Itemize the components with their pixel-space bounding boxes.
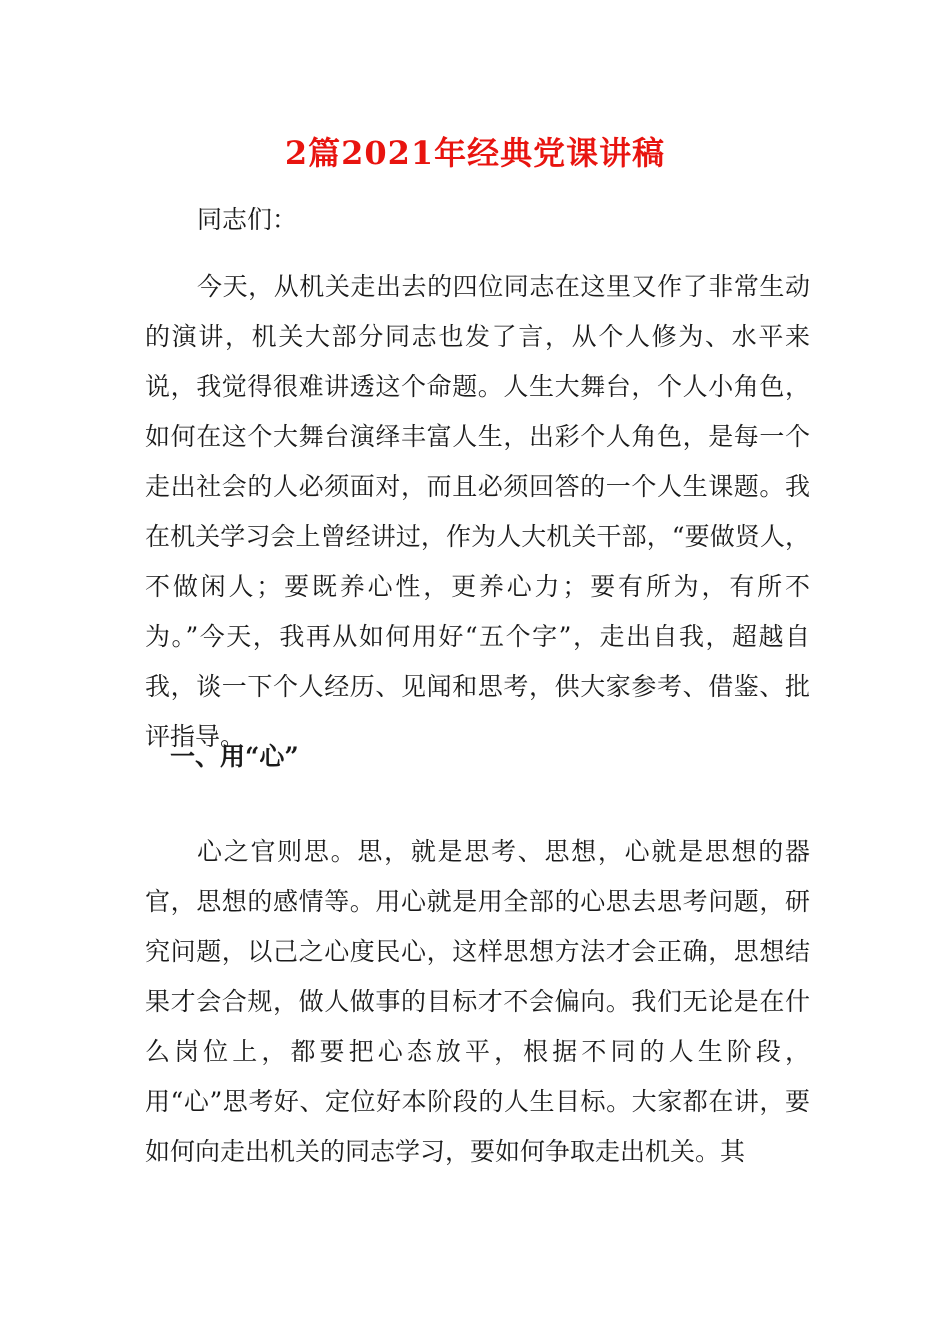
greeting: 同志们： — [197, 205, 298, 234]
paragraph-2: 心之官则思。思，就是思考、思想，心就是思想的器官，思想的感情等。用心就是用全部的心思去思考问题，研究问题，以己之心度民心，这样思想方法才会正确，思想结果才会合规，做人做事的目标才不会偏向。我们无论是在什么岗位上，都要把心态放平，根据不同的人生阶段，用“心”思考好、定位好本阶段的人生目标。大家都在讲，要如何向走出机关的同志学习，要如何争取走出机关。其 — [145, 837, 810, 1166]
document-title: 2篇2021年经典党课讲稿 — [284, 134, 666, 172]
section-heading-1: 一、用“心” — [170, 742, 299, 771]
paragraph-1: 今天，从机关走出去的四位同志在这里又作了非常生动的演讲，机关大部分同志也发了言，从个人修为、水平来说，我觉得很难讲透这个命题。人生大舞台，个人小角色，如何在这个大舞台演绎丰富人生，出彩个人角色，是每一个走出社会的人必须面对，而且必须回答的一个人生课题。我在机关学习会上曾经讲过，作为人大机关干部，“要做贤人，不做闲人；要既养心性，更养心力；要有所为，有所不为。”今天，我再从如何用好“五个字”，走出自我，超越自我，谈一下个人经历、见闻和思考，供大家参考、借鉴、批评指导。 — [145, 272, 810, 751]
